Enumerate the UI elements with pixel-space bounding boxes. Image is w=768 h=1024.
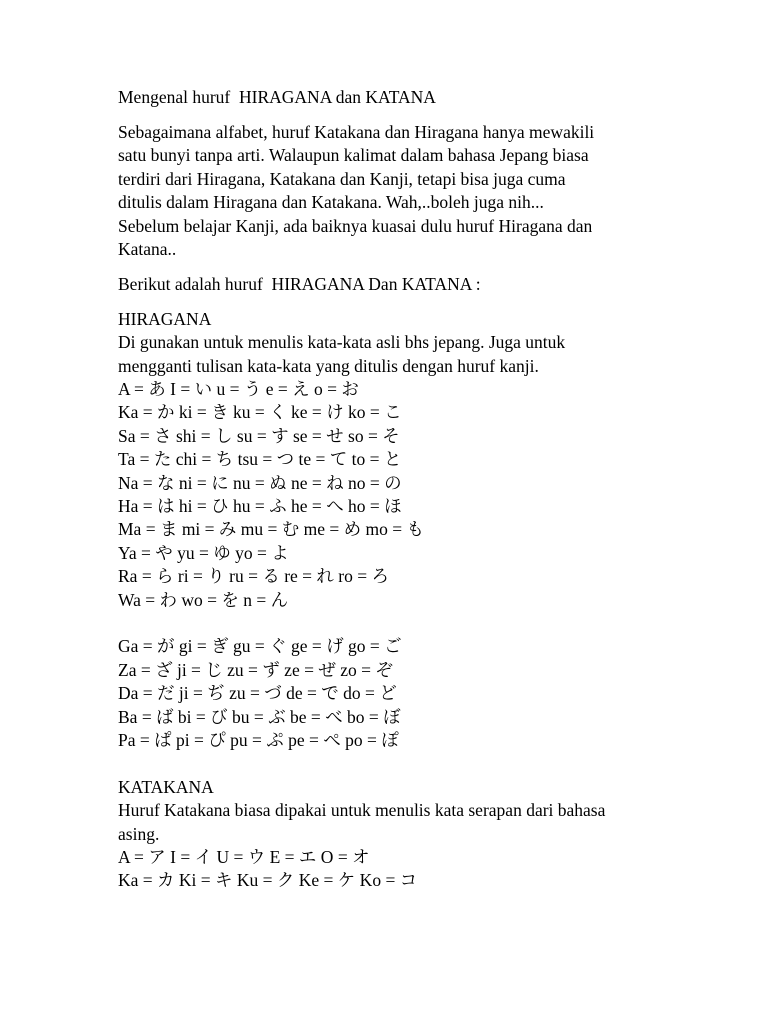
katakana-desc-line: Huruf Katakana biasa dipakai untuk menulis kata serapan dari bahasa — [118, 800, 606, 821]
kana-row: Ta = た chi = ち tsu = つ te = て to = と — [118, 449, 402, 470]
kana-row: Ma = ま mi = み mu = む me = め mo = も — [118, 519, 425, 540]
katakana-section — [118, 776, 748, 893]
kana-row: Wa = わ wo = を n = ん — [118, 589, 289, 610]
spacer — [118, 612, 748, 635]
hiragana-desc-line: mengganti tulisan kata-kata yang ditulis dengan huruf kanji. — [118, 355, 539, 376]
kana-row: Ga = が gi = ぎ gu = ぐ ge = げ go = ご — [118, 636, 402, 657]
hiragana-heading: HIRAGANA — [118, 308, 212, 329]
kana-row: Ba = ば bi = び bu = ぶ be = べ bo = ぼ — [118, 706, 401, 727]
kana-row: Ha = は hi = ひ hu = ふ he = へ ho = ほ — [118, 496, 402, 517]
kana-row: Ra = ら ri = り ru = る re = れ ro = ろ — [118, 566, 389, 587]
spacer — [118, 109, 748, 121]
kana-row: Sa = さ shi = し su = す se = せ so = そ — [118, 425, 400, 446]
document-title: Mengenal huruf HIRAGANA dan KATANA — [118, 87, 436, 107]
kana-row: A = あ I = い u = う e = え o = お — [118, 379, 359, 400]
intro-line: ditulis dalam Hiragana dan Katakana. Wah,..boleh juga nih... — [118, 192, 544, 213]
intro-line: satu bunyi tanpa arti. Walaupun kalimat dalam bahasa Jepang biasa — [118, 145, 589, 166]
hiragana-voiced-table — [118, 635, 748, 752]
hiragana-desc-line: Di gunakan untuk menulis kata-kata asli bhs jepang. Juga untuk — [118, 332, 566, 353]
kana-row: A = ア I = イ U = ウ E = エ O = オ — [118, 846, 370, 867]
kana-row: Pa = ぱ pi = ぴ pu = ぷ pe = ぺ po = ぽ — [118, 729, 399, 750]
katakana-heading: KATAKANA — [118, 776, 214, 797]
document-page — [118, 86, 748, 893]
hiragana-section — [118, 308, 748, 752]
spacer — [118, 752, 748, 775]
intro-line: Sebagaimana alfabet, huruf Katakana dan Hiragana hanya mewakili — [118, 121, 595, 142]
katakana-desc-line: asing. — [118, 823, 160, 844]
kana-row: Za = ざ ji = じ zu = ず ze = ぜ zo = ぞ — [118, 659, 393, 680]
intro-line: Sebelum belajar Kanji, ada baiknya kuasai dulu huruf Hiragana dan — [118, 215, 593, 236]
kana-row: Ka = カ Ki = キ Ku = ク Ke = ケ Ko = コ — [118, 870, 418, 891]
intro-line: terdiri dari Hiragana, Katakana dan Kanji, tetapi bisa juga cuma — [118, 168, 566, 189]
intro-line: Katana.. — [118, 238, 177, 259]
intro-paragraph — [118, 121, 748, 261]
hiragana-basic-table — [118, 378, 748, 612]
kana-row: Ka = か ki = き ku = く ke = け ko = こ — [118, 402, 402, 423]
kana-row: Na = な ni = に nu = ぬ ne = ね no = の — [118, 472, 402, 493]
spacer — [118, 261, 748, 273]
spacer — [118, 296, 748, 308]
lead-sentence: Berikut adalah huruf HIRAGANA Dan KATANA : — [118, 273, 481, 294]
kana-row: Ya = や yu = ゆ yo = よ — [118, 542, 289, 563]
kana-row: Da = だ ji = ぢ zu = づ de = で do = ど — [118, 683, 397, 704]
